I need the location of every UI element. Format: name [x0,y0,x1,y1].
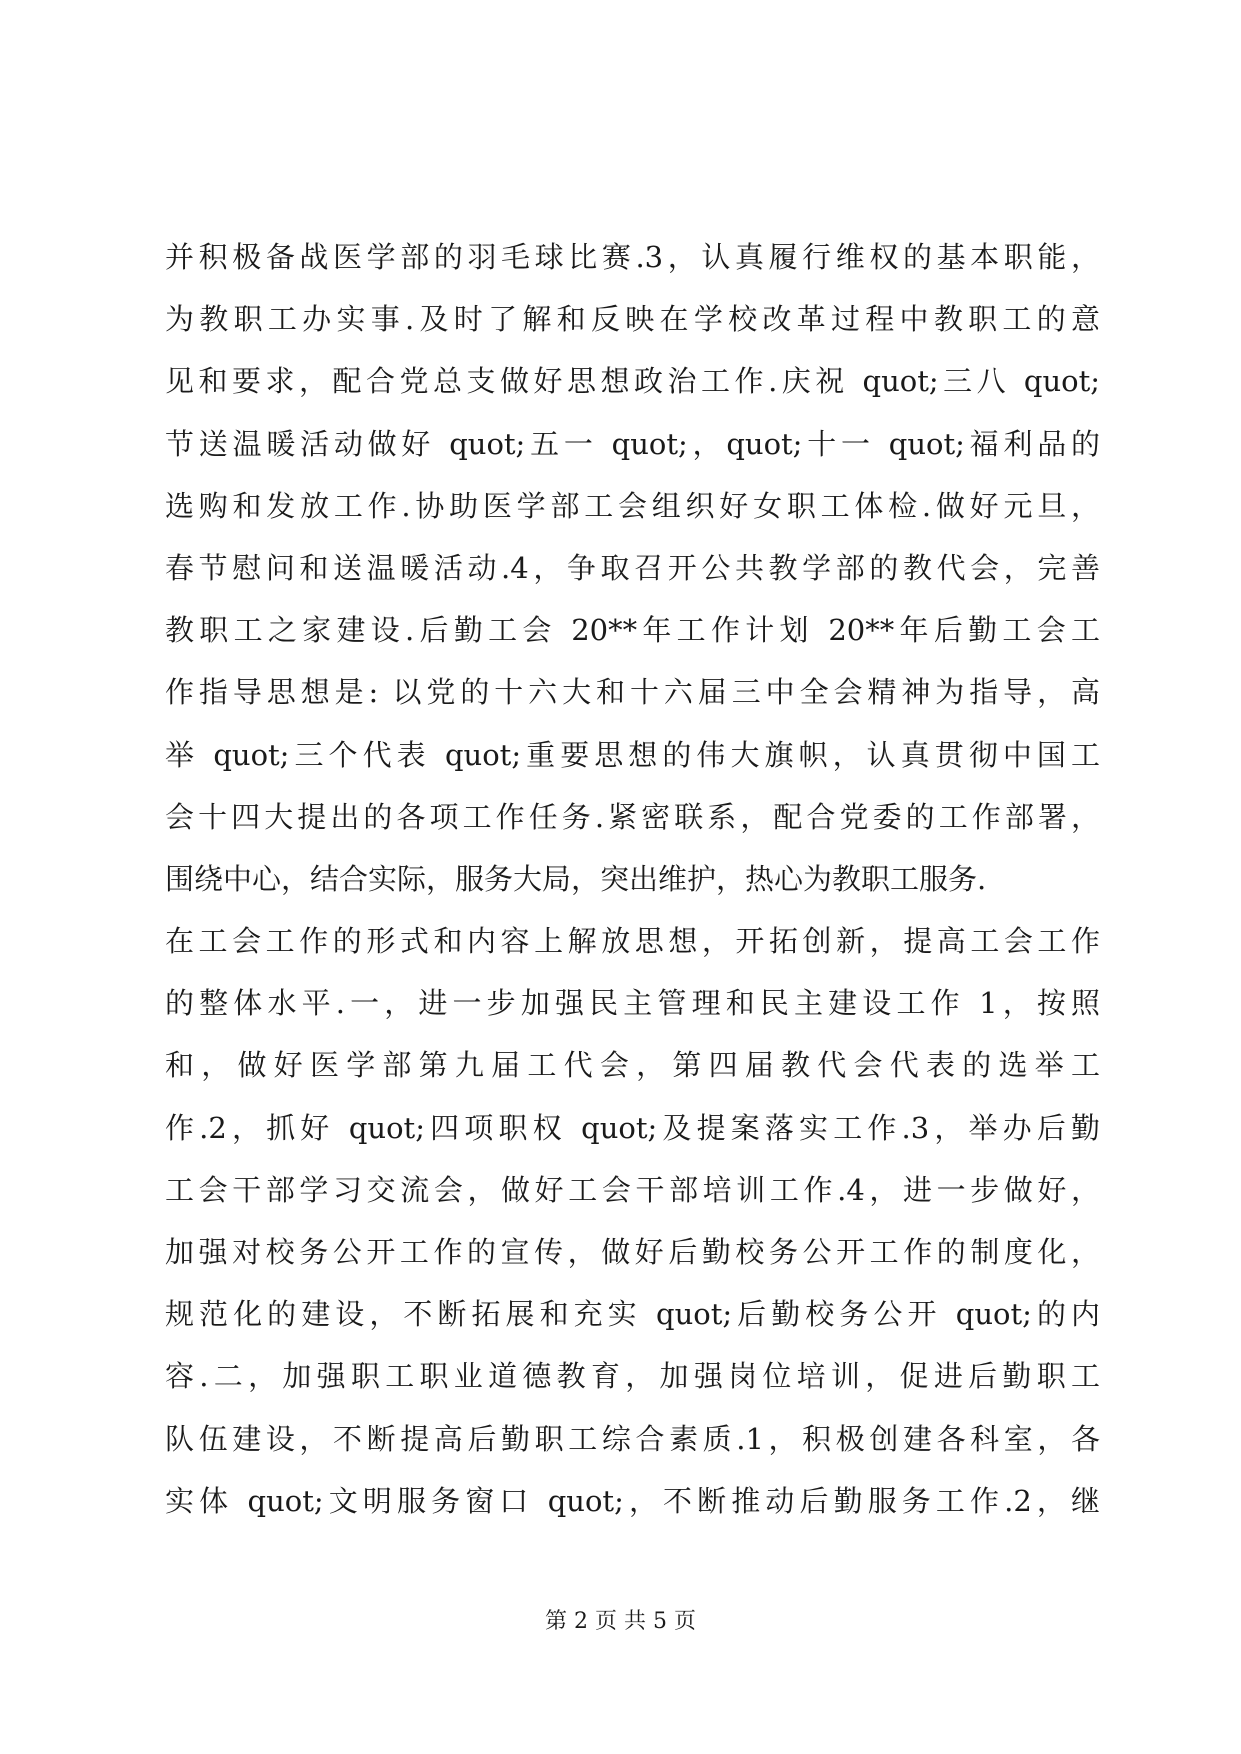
body-line: 举 quot;三个代表 quot;重要思想的伟大旗帜，认真贯彻中国工 [165,737,1100,772]
body-line: 和，做好医学部第九届工代会，第四届教代会代表的选举工 [165,1048,1100,1083]
body-line: 会十四大提出的各项工作任务.紧密联系，配合党委的工作部署， [165,799,1100,834]
body-line: 队伍建设，不断提高后勤职工综合素质.1，积极创建各科室，各 [165,1421,1100,1456]
body-line: 实体 quot;文明服务窗口 quot;，不断推动后勤服务工作.2，继 [165,1483,1100,1518]
body-line: 节送温暖活动做好 quot;五一 quot;，quot;十一 quot;福利品的 [165,426,1100,461]
body-line: 容.二，加强职工职业道德教育，加强岗位培训，促进后勤职工 [165,1359,1100,1394]
body-line: 作.2，抓好 quot;四项职权 quot;及提案落实工作.3，举办后勤 [165,1110,1100,1145]
body-line: 教职工之家建设.后勤工会 20**年工作计划 20**年后勤工会工 [165,613,1100,648]
body-line: 的整体水平.一，进一步加强民主管理和民主建设工作 1，按照 [165,986,1100,1021]
document-body [165,226,1100,1532]
body-line: 选购和发放工作.协助医学部工会组织好女职工体检.做好元旦， [165,488,1100,523]
body-line: 规范化的建设，不断拓展和充实 quot;后勤校务公开 quot;的内 [165,1297,1100,1332]
body-line: 为教职工办实事.及时了解和反映在学校改革过程中教职工的意 [165,302,1100,337]
body-line: 围绕中心，结合实际，服务大局，突出维护，热心为教职工服务. [165,861,987,896]
page-footer: 第 2 页 共 5 页 [545,1609,696,1634]
body-line: 作指导思想是: 以党的十六大和十六届三中全会精神为指导，高 [165,675,1100,710]
body-line: 工会干部学习交流会，做好工会干部培训工作.4，进一步做好， [165,1172,1100,1207]
body-line: 加强对校务公开工作的宣传，做好后勤校务公开工作的制度化， [165,1235,1100,1269]
body-line: 春节慰问和送温暖活动.4，争取召开公共教学部的教代会，完善 [165,550,1100,585]
body-line: 并积极备战医学部的羽毛球比赛.3，认真履行维权的基本职能， [165,240,1100,274]
body-line: 在工会工作的形式和内容上解放思想，开拓创新，提高工会工作 [165,924,1100,959]
body-line: 见和要求，配合党总支做好思想政治工作.庆祝 quot;三八 quot; [165,364,1100,399]
